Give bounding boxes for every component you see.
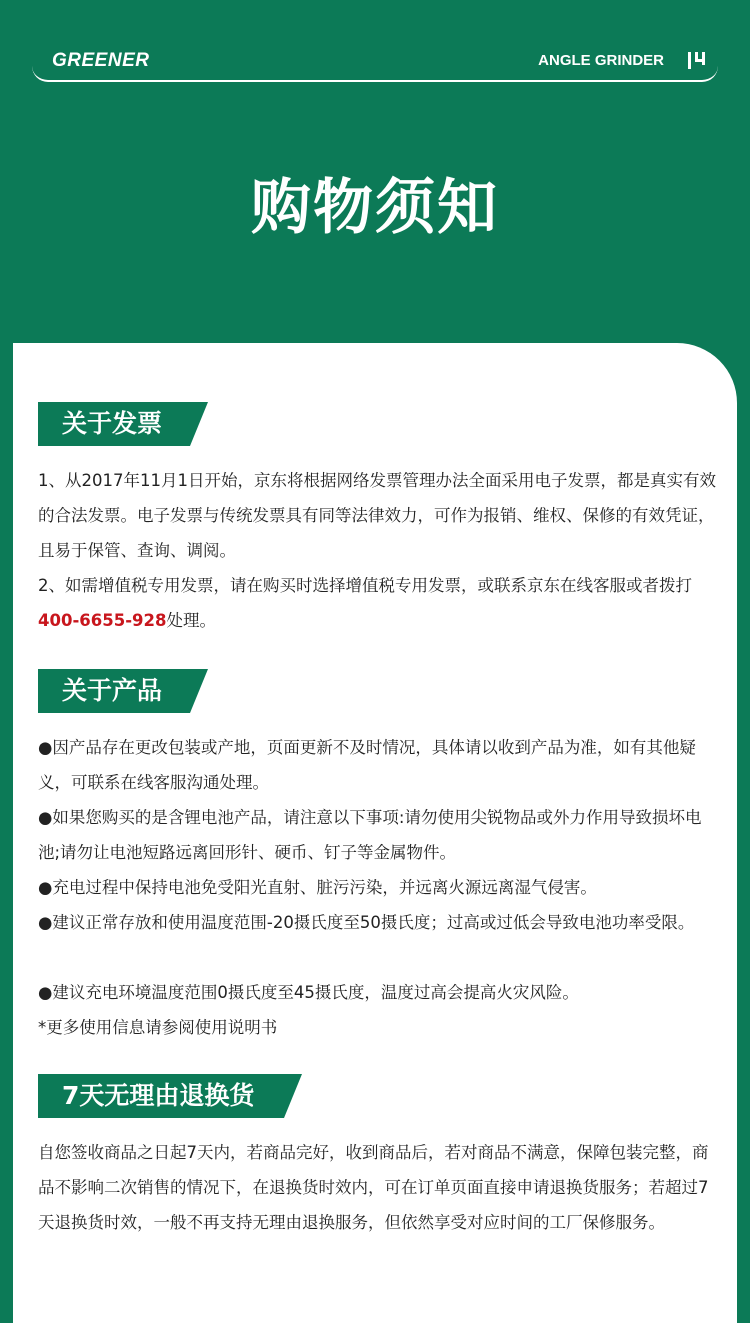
product-item-5: ●建议充电环境温度范围0摄氏度至45摄氏度，温度过高会提高火灾风险。	[38, 983, 579, 1002]
product-footnote: *更多使用信息请参阅使用说明书	[38, 1018, 278, 1037]
section-title-invoice: 关于发票	[38, 402, 190, 446]
page-title: 购物须知	[251, 173, 499, 243]
content-card	[13, 343, 737, 1323]
brand-logo: GREENER	[52, 50, 150, 71]
product-item-3: ●充电过程中保持电池免受阳光直射、脏污污染，并远离火源远离湿气侵害。	[38, 878, 597, 897]
section-title-returns: 7天无理由退换货	[38, 1074, 284, 1118]
top-bar	[32, 36, 718, 82]
returns-paragraph: 自您签收商品之日起7天内，若商品完好，收到商品后，若对商品不满意，保障包装完整，商品不影响二次销售的情况下，在退换货时效内，可在订单页面直接申请退换货服务；若超过7天退换货时效，一般不再支持无理由退换服务，但依然享受对应时间的工厂保修服务。	[38, 1143, 709, 1232]
invoice-paragraph-2-end: 处理。	[166, 611, 217, 630]
product-item-4: ●建议正常存放和使用温度范围-20摄氏度至50摄氏度；过高或过低会导致电池功率受限。	[38, 913, 695, 932]
invoice-paragraph-1: 1、从2017年11月1日开始，京东将根据网络发票管理办法全面采用电子发票，都是真实有效的合法发票。电子发票与传统发票具有同等法律效力，可作为报销、维权、保修的有效凭证，且易于保管、查询、调阅。	[38, 471, 716, 560]
section-title-product: 关于产品	[38, 669, 190, 713]
invoice-paragraph-2	[38, 568, 718, 638]
brand-mark-icon	[686, 49, 708, 71]
product-category: ANGLE GRINDER	[538, 52, 664, 69]
product-item-2: ●如果您购买的是含锂电池产品，请注意以下事项:请勿使用尖锐物品或外力作用导致损坏电池;请勿让电池短路远离回形针、硬币、钉子等金属物件。	[38, 808, 702, 862]
product-item-1: ●因产品存在更改包装或产地，页面更新不及时情况，具体请以收到产品为准，如有其他疑义，可联系在线客服沟通处理。	[38, 738, 696, 792]
invoice-paragraph-2-text: 2、如需增值税专用发票，请在购买时选择增值税专用发票，或联系京东在线客服或者拨打	[38, 576, 692, 595]
service-phone-number: 400-6655-928	[38, 611, 167, 630]
